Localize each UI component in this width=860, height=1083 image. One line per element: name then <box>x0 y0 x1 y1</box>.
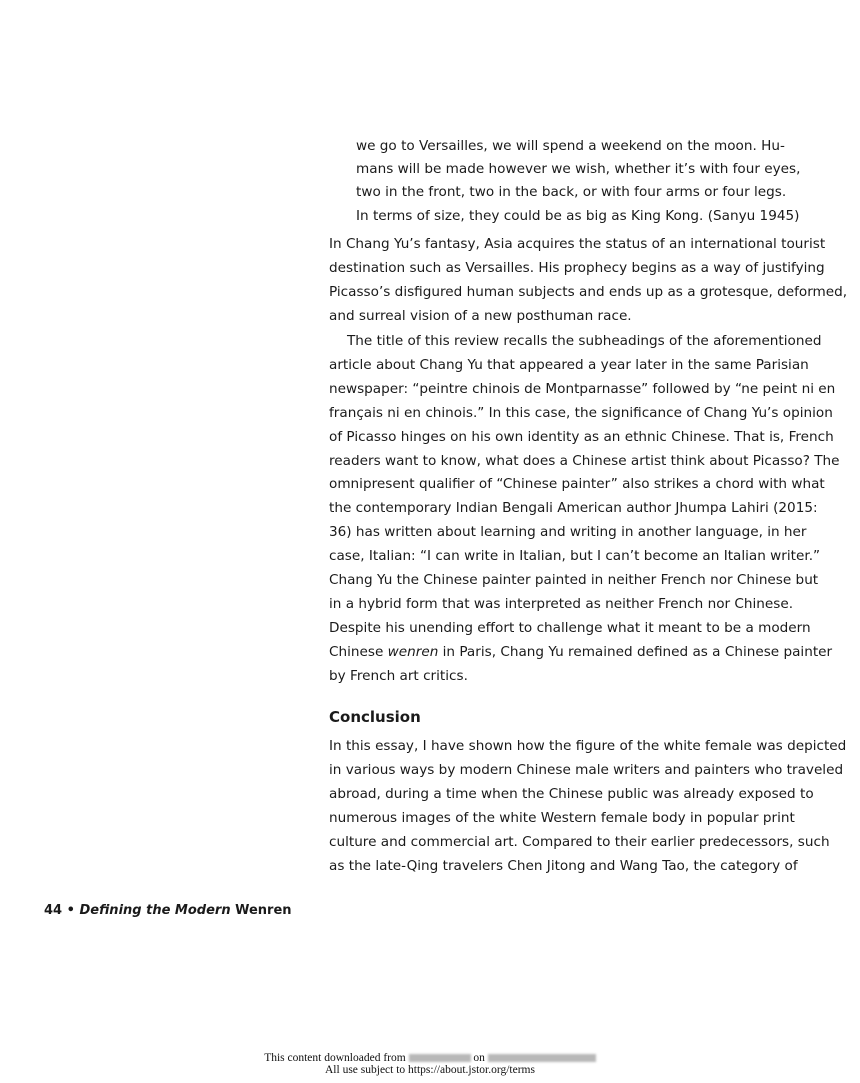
paragraph-line: In this essay, I have shown how the figure of the white female was depicted <box>329 738 847 754</box>
paragraph-line: of Picasso hinges on his own identity as an ethnic Chinese. That is, French <box>329 428 834 445</box>
download-text-on: on <box>473 1052 485 1064</box>
paragraph-line: in various ways by modern Chinese male writers and painters who traveled <box>329 761 844 778</box>
book-title-roman: Wenren <box>235 903 292 918</box>
text-segment: Chinese <box>329 643 388 660</box>
paragraph-line: abroad, during a time when the Chinese public was already exposed to <box>329 785 814 802</box>
paragraph-line: as the late-Qing travelers Chen Jitong and Wang Tao, the category of <box>329 857 798 874</box>
paragraph-line: Chang Yu the Chinese painter painted in neither French nor Chinese but <box>329 572 819 588</box>
paragraph-line: the contemporary Indian Bengali American author Jhumpa Lahiri (2015: <box>329 500 818 517</box>
quote-line: mans will be made however we wish, whether it’s with four eyes, <box>356 161 801 178</box>
paragraph-line: Picasso’s disfigured human subjects and ends up as a grotesque, deformed, <box>329 283 848 300</box>
paragraph-line: 36) has written about learning and writing in another language, in her <box>329 524 807 541</box>
redacted-ip <box>409 1054 471 1062</box>
paragraph-line: and surreal vision of a new posthuman race. <box>329 307 632 324</box>
paragraph-line: In Chang Yu’s fantasy, Asia acquires the status of an international tourist <box>329 236 826 252</box>
bullet: • <box>66 903 75 918</box>
paragraph-line: numerous images of the white Western female body in popular print <box>329 809 795 826</box>
quote-line: we go to Versailles, we will spend a weekend on the moon. Hu- <box>356 138 785 154</box>
paragraph-line <box>329 643 833 660</box>
section-heading: Conclusion <box>329 708 421 726</box>
page-number: 44 <box>44 903 63 918</box>
paragraph-line: newspaper: “peintre chinois de Montparnasse” followed by “ne peint ni en <box>329 380 836 397</box>
paragraph-line: omnipresent qualifier of “Chinese painter” also strikes a chord with what <box>329 476 825 493</box>
paragraph-line: destination such as Versailles. His prophecy begins as a way of justifying <box>329 259 825 276</box>
book-title-italic: Defining the Modern <box>79 903 231 918</box>
redacted-date <box>488 1054 596 1062</box>
quote-line: two in the front, two in the back, or with four arms or four legs. <box>356 184 787 201</box>
quote-line: In terms of size, they could be as big as King Kong. (Sanyu 1945) <box>356 207 800 224</box>
download-notice-line1 <box>0 1052 860 1064</box>
download-notice-line2: All use subject to https://about.jstor.org/terms <box>325 1064 535 1076</box>
paragraph-line: culture and commercial art. Compared to their earlier predecessors, such <box>329 833 830 850</box>
running-footer <box>44 903 292 918</box>
download-text: This content downloaded from <box>264 1052 406 1064</box>
paragraph-line: français ni en chinois.” In this case, the significance of Chang Yu’s opinion <box>329 404 833 421</box>
paragraph-line: Despite his unending effort to challenge what it meant to be a modern <box>329 619 811 636</box>
paragraph-line: case, Italian: “I can write in Italian, but I can’t become an Italian writer.” <box>329 548 821 565</box>
paragraph-line: The title of this review recalls the subheadings of the aforementioned <box>347 333 822 349</box>
paragraph-line: by French art critics. <box>329 667 468 684</box>
paragraph-line: readers want to know, what does a Chinese artist think about Picasso? The <box>329 452 840 469</box>
paragraph-line: in a hybrid form that was interpreted as neither French nor Chinese. <box>329 595 794 612</box>
italic-term: wenren <box>387 643 439 660</box>
text-segment: in Paris, Chang Yu remained defined as a Chinese painter <box>438 643 833 660</box>
paragraph-line: article about Chang Yu that appeared a year later in the same Parisian <box>329 356 809 373</box>
